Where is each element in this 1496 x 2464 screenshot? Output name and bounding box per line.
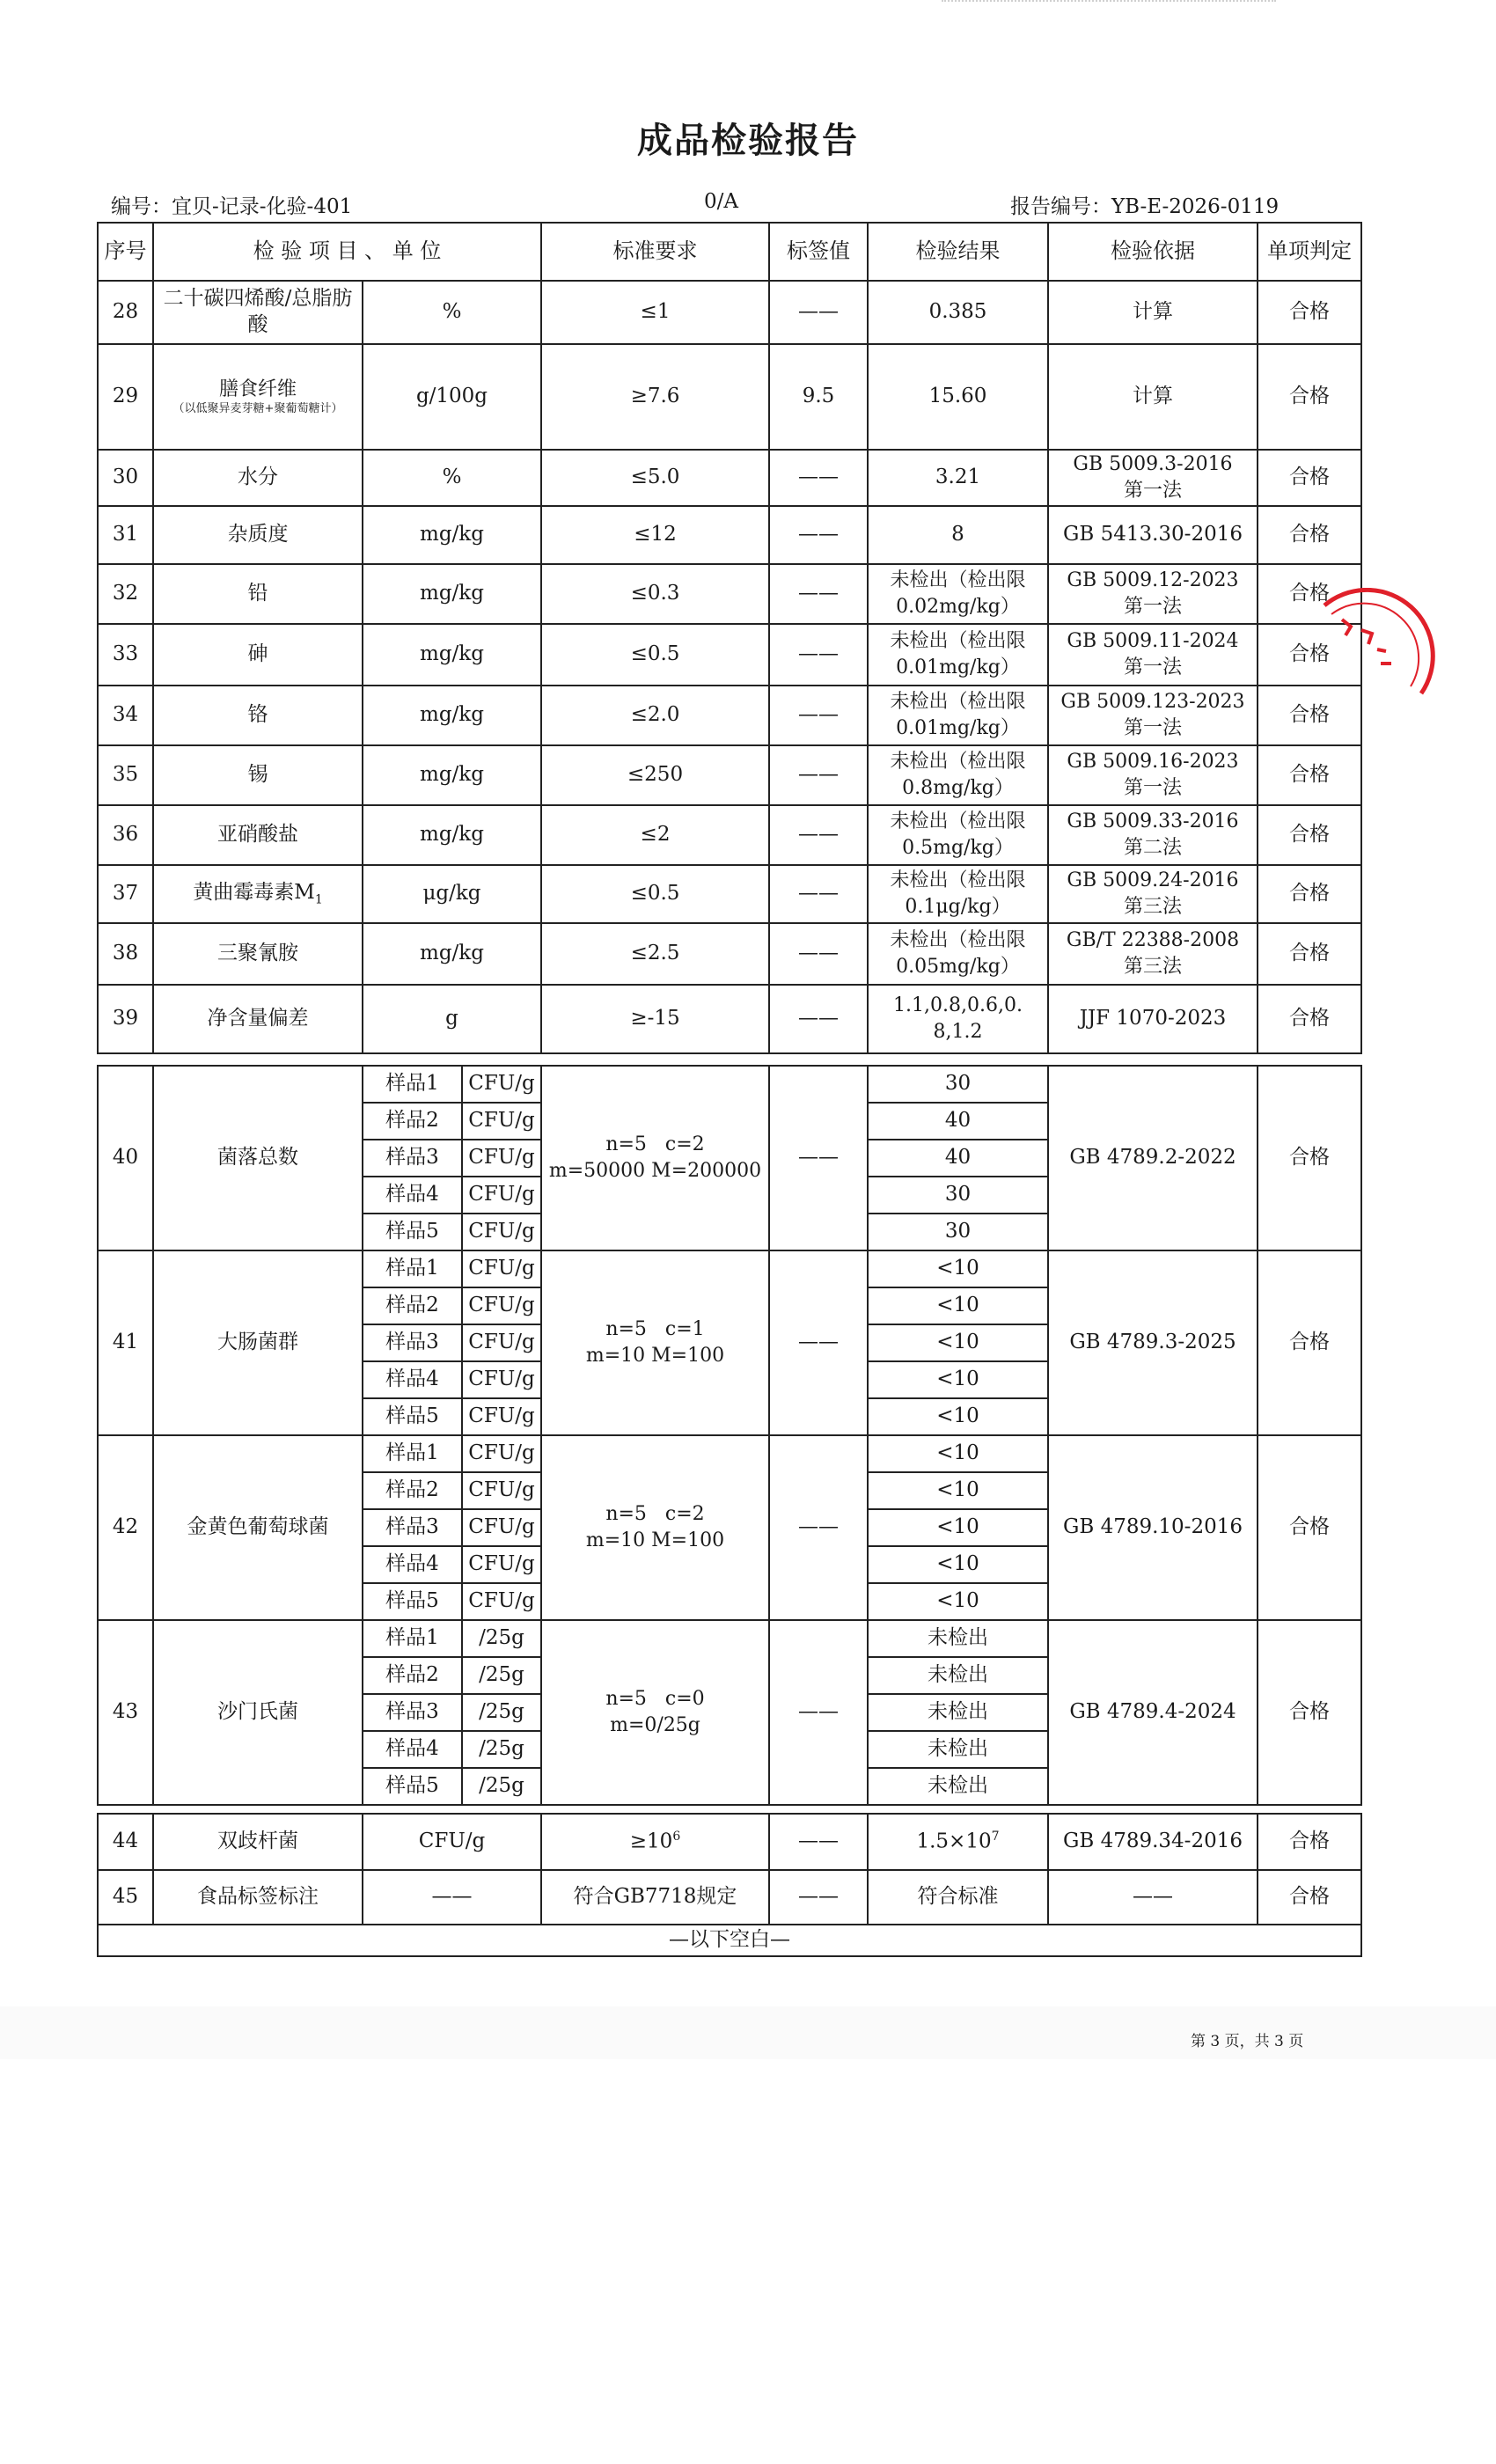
- item-name: 二十碳四烯酸/总脂肪酸: [153, 281, 363, 344]
- basis: GB 4789.3-2025: [1048, 1250, 1258, 1435]
- basis: [1048, 450, 1258, 506]
- item-name: 沙门氏菌: [153, 1620, 363, 1805]
- judgment: 合格: [1258, 805, 1361, 865]
- label-value: 9.5: [769, 344, 868, 450]
- sample-unit: CFU/g: [462, 1509, 541, 1546]
- sample-label: 样品2: [363, 1103, 462, 1140]
- item-unit: %: [363, 450, 541, 506]
- end-row: [98, 1925, 1361, 1956]
- item-subscript: 1: [314, 892, 323, 907]
- result-line1: 未检出（检出限: [890, 810, 1026, 833]
- basis: GB 4789.34-2016: [1048, 1814, 1258, 1870]
- row-number: 41: [98, 1250, 153, 1435]
- micro-row: [98, 1250, 1361, 1287]
- item-name: 食品标签标注: [153, 1870, 363, 1925]
- sample-unit: CFU/g: [462, 1177, 541, 1214]
- result: [868, 805, 1048, 865]
- table-row: [98, 1870, 1361, 1925]
- table-row: [98, 686, 1361, 745]
- result: <10: [868, 1583, 1048, 1620]
- item-unit: mg/kg: [363, 923, 541, 985]
- result: 8: [868, 506, 1048, 564]
- scan-artifact: [942, 0, 1276, 11]
- row-number: 40: [98, 1066, 153, 1250]
- sample-unit: CFU/g: [462, 1583, 541, 1620]
- label-value: ——: [769, 506, 868, 564]
- table-row: [98, 985, 1361, 1053]
- sample-label: 样品4: [363, 1731, 462, 1768]
- result: <10: [868, 1361, 1048, 1398]
- label-value: ——: [769, 985, 868, 1053]
- sample-unit: CFU/g: [462, 1140, 541, 1177]
- micro-table: [97, 1065, 1362, 1806]
- result: 30: [868, 1066, 1048, 1103]
- basis-line2: 第一法: [1123, 656, 1182, 678]
- standard: ≤12: [541, 506, 769, 564]
- item-name: 铬: [153, 686, 363, 745]
- standard: ≤2.5: [541, 923, 769, 985]
- result: [868, 686, 1048, 745]
- item-unit: mg/kg: [363, 805, 541, 865]
- item-name: 三聚氰胺: [153, 923, 363, 985]
- row-number: 35: [98, 745, 153, 805]
- official-seal: [1289, 588, 1439, 729]
- basis: [1048, 865, 1258, 923]
- sample-label: 样品4: [363, 1177, 462, 1214]
- row-number: 45: [98, 1870, 153, 1925]
- sample-unit: CFU/g: [462, 1250, 541, 1287]
- standard-line1: n=5 c=2: [605, 1503, 705, 1526]
- result: <10: [868, 1250, 1048, 1287]
- row-number: 38: [98, 923, 153, 985]
- sample-unit: CFU/g: [462, 1287, 541, 1324]
- sample-unit: CFU/g: [462, 1361, 541, 1398]
- table-row: [98, 564, 1361, 624]
- row-number: 30: [98, 450, 153, 506]
- standard: ≥-15: [541, 985, 769, 1053]
- judgment: 合格: [1258, 1066, 1361, 1250]
- judgment: 合格: [1258, 1435, 1361, 1620]
- standard: [541, 1435, 769, 1620]
- row-number: 39: [98, 985, 153, 1053]
- basis-line2: 第一法: [1123, 717, 1182, 739]
- sample-unit: CFU/g: [462, 1546, 541, 1583]
- basis-line1: GB 5009.24-2016: [1067, 869, 1239, 892]
- result: [868, 923, 1048, 985]
- sample-label: 样品4: [363, 1546, 462, 1583]
- header-basis: 检验依据: [1048, 223, 1258, 281]
- standard: ≤2: [541, 805, 769, 865]
- item-name-main: 黄曲霉毒素M: [193, 881, 315, 905]
- standard: ≤1: [541, 281, 769, 344]
- table-row: [98, 865, 1361, 923]
- table-row: [98, 281, 1361, 344]
- result-line1: 未检出（检出限: [890, 630, 1026, 653]
- result: [868, 865, 1048, 923]
- result-line2: 0.02mg/kg）: [896, 596, 1020, 618]
- judgment: 合格: [1258, 745, 1361, 805]
- judgment: 合格: [1258, 564, 1361, 624]
- result-line2: 8,1.2: [933, 1021, 983, 1043]
- label-value: ——: [769, 1814, 868, 1870]
- result: 0.385: [868, 281, 1048, 344]
- judgment: 合格: [1258, 344, 1361, 450]
- sample-label: 样品3: [363, 1324, 462, 1361]
- judgment: 合格: [1258, 865, 1361, 923]
- standard: ≤0.5: [541, 865, 769, 923]
- standard: ≤250: [541, 745, 769, 805]
- item-name: [153, 865, 363, 923]
- result-line1: 1.1,0.8,0.6,0.: [893, 994, 1023, 1017]
- result: [868, 564, 1048, 624]
- item-name: 水分: [153, 450, 363, 506]
- basis: [1048, 686, 1258, 745]
- table-row: [98, 450, 1361, 506]
- basis-line1: GB 5009.12-2023: [1067, 569, 1239, 592]
- seal-inner-arc: [1331, 604, 1419, 686]
- result: 30: [868, 1177, 1048, 1214]
- result: <10: [868, 1435, 1048, 1472]
- result: [868, 745, 1048, 805]
- sample-label: 样品5: [363, 1398, 462, 1435]
- item-name: 净含量偏差: [153, 985, 363, 1053]
- basis-line2: 第一法: [1123, 480, 1182, 502]
- header-seq: 序号: [98, 223, 153, 281]
- item-name: 亚硝酸盐: [153, 805, 363, 865]
- row-number: 44: [98, 1814, 153, 1870]
- basis: [1048, 805, 1258, 865]
- result: [868, 985, 1048, 1053]
- result-line2: 0.01mg/kg）: [896, 656, 1020, 678]
- label-value: ——: [769, 564, 868, 624]
- row-number: 42: [98, 1435, 153, 1620]
- basis-line1: GB 5009.16-2023: [1067, 751, 1239, 774]
- standard-line1: n=5 c=2: [605, 1133, 705, 1156]
- micro-row: [98, 1435, 1361, 1472]
- report-number-label: 报告编号：: [1010, 195, 1111, 218]
- result: 未检出: [868, 1657, 1048, 1694]
- basis: ——: [1048, 1870, 1258, 1925]
- row-number: 28: [98, 281, 153, 344]
- sample-label: 样品2: [363, 1287, 462, 1324]
- judgment: 合格: [1258, 1250, 1361, 1435]
- label-value: ——: [769, 865, 868, 923]
- item-unit: mg/kg: [363, 506, 541, 564]
- table-row: [98, 624, 1361, 686]
- basis-line1: GB 5009.11-2024: [1067, 630, 1239, 653]
- result: 30: [868, 1214, 1048, 1250]
- item-unit: %: [363, 281, 541, 344]
- result-line1: 未检出（检出限: [890, 569, 1026, 592]
- basis: [1048, 564, 1258, 624]
- judgment: 合格: [1258, 686, 1361, 745]
- result: 未检出: [868, 1768, 1048, 1805]
- row-number: 37: [98, 865, 153, 923]
- micro-row: [98, 1620, 1361, 1657]
- table-header: [98, 223, 1361, 281]
- version: 0/A: [704, 190, 738, 213]
- standard-exponent: 6: [672, 1829, 681, 1844]
- sample-unit: CFU/g: [462, 1398, 541, 1435]
- row-number: 32: [98, 564, 153, 624]
- result-line2: 0.1μg/kg）: [905, 896, 1011, 918]
- item-unit: g/100g: [363, 344, 541, 450]
- tail-table: [97, 1813, 1362, 1957]
- result: <10: [868, 1398, 1048, 1435]
- header-standard: 标准要求: [541, 223, 769, 281]
- item-name: 大肠菌群: [153, 1250, 363, 1435]
- standard-base: ≥10: [629, 1830, 673, 1853]
- item-unit: μg/kg: [363, 865, 541, 923]
- label-value: ——: [769, 450, 868, 506]
- header-judgment: 单项判定: [1258, 223, 1361, 281]
- item-name: [153, 344, 363, 450]
- page-title: 成品检验报告: [637, 121, 859, 161]
- header-result: 检验结果: [868, 223, 1048, 281]
- label-value: ——: [769, 281, 868, 344]
- item-name: 菌落总数: [153, 1066, 363, 1250]
- basis-line2: 第二法: [1123, 837, 1182, 859]
- item-name: 砷: [153, 624, 363, 686]
- record-number: [111, 190, 352, 219]
- label-value: ——: [769, 1435, 868, 1620]
- result: <10: [868, 1509, 1048, 1546]
- sample-unit: CFU/g: [462, 1214, 541, 1250]
- basis: [1048, 745, 1258, 805]
- item-name: 双歧杆菌: [153, 1814, 363, 1870]
- label-value: ——: [769, 805, 868, 865]
- item-name: 锡: [153, 745, 363, 805]
- sample-label: 样品5: [363, 1768, 462, 1805]
- basis: 计算: [1048, 344, 1258, 450]
- record-number-value: 宜贝-记录-化验-401: [172, 195, 353, 218]
- result: 40: [868, 1103, 1048, 1140]
- result: 15.60: [868, 344, 1048, 450]
- table-row: [98, 745, 1361, 805]
- record-number-label: 编号：: [111, 195, 172, 218]
- sample-unit: /25g: [462, 1731, 541, 1768]
- label-value: ——: [769, 1250, 868, 1435]
- item-unit: mg/kg: [363, 624, 541, 686]
- sample-label: 样品3: [363, 1509, 462, 1546]
- standard-line2: m=10 M=100: [585, 1345, 725, 1367]
- sample-label: 样品3: [363, 1140, 462, 1177]
- table-row: [98, 1814, 1361, 1870]
- item-unit: ——: [363, 1870, 541, 1925]
- result: <10: [868, 1472, 1048, 1509]
- result: <10: [868, 1324, 1048, 1361]
- page-number: 第 3 页，共 3 页: [1191, 2033, 1304, 2050]
- judgment: 合格: [1258, 923, 1361, 985]
- sample-label: 样品1: [363, 1620, 462, 1657]
- result: 未检出: [868, 1694, 1048, 1731]
- result: [868, 624, 1048, 686]
- basis-line1: GB 5009.123-2023: [1060, 691, 1245, 714]
- end-note: —以下空白—: [98, 1925, 1361, 1956]
- sample-unit: CFU/g: [462, 1472, 541, 1509]
- result-line2: 0.8mg/kg）: [902, 777, 1014, 799]
- table-row: [98, 805, 1361, 865]
- standard-line2: m=50000 M=200000: [548, 1160, 762, 1182]
- basis: 计算: [1048, 281, 1258, 344]
- basis: GB 4789.10-2016: [1048, 1435, 1258, 1620]
- row-number: 31: [98, 506, 153, 564]
- table-row: [98, 344, 1361, 450]
- judgment: 合格: [1258, 281, 1361, 344]
- sample-label: 样品2: [363, 1472, 462, 1509]
- standard: ≥7.6: [541, 344, 769, 450]
- standard-line1: n=5 c=1: [605, 1318, 705, 1341]
- result: [868, 1814, 1048, 1870]
- result-line1: 未检出（检出限: [890, 751, 1026, 774]
- row-number: 33: [98, 624, 153, 686]
- item-note: （以低聚异麦芽糖+聚葡萄糖计）: [172, 402, 343, 416]
- seal-marks: [1342, 620, 1391, 664]
- micro-row: [98, 1066, 1361, 1103]
- sample-label: 样品1: [363, 1435, 462, 1472]
- header-label-value: 标签值: [769, 223, 868, 281]
- standard: [541, 1814, 769, 1870]
- item-name: 铅: [153, 564, 363, 624]
- sample-unit: CFU/g: [462, 1324, 541, 1361]
- table-row: [98, 506, 1361, 564]
- basis-line1: GB 5009.3-2016: [1073, 453, 1233, 476]
- standard: ≤0.3: [541, 564, 769, 624]
- report-table: [97, 222, 1362, 1054]
- result-line1: 未检出（检出限: [890, 691, 1026, 714]
- sample-label: 样品2: [363, 1657, 462, 1694]
- sample-label: 样品5: [363, 1583, 462, 1620]
- result: <10: [868, 1546, 1048, 1583]
- result: 未检出: [868, 1620, 1048, 1657]
- judgment: 合格: [1258, 506, 1361, 564]
- item-name: 杂质度: [153, 506, 363, 564]
- judgment: 合格: [1258, 985, 1361, 1053]
- label-value: ——: [769, 923, 868, 985]
- sample-unit: CFU/g: [462, 1103, 541, 1140]
- standard: [541, 1250, 769, 1435]
- result-base: 1.5×10: [916, 1830, 992, 1853]
- basis: JJF 1070-2023: [1048, 985, 1258, 1053]
- basis-line1: GB/T 22388-2008: [1066, 929, 1240, 952]
- report-number: [1010, 190, 1279, 219]
- label-value: ——: [769, 624, 868, 686]
- basis: [1048, 923, 1258, 985]
- sample-unit: /25g: [462, 1657, 541, 1694]
- basis: GB 5413.30-2016: [1048, 506, 1258, 564]
- sample-label: 样品4: [363, 1361, 462, 1398]
- basis-line2: 第三法: [1123, 956, 1182, 978]
- result-line1: 未检出（检出限: [890, 929, 1026, 952]
- sample-label: 样品1: [363, 1066, 462, 1103]
- judgment: 合格: [1258, 1620, 1361, 1805]
- basis-line2: 第三法: [1123, 896, 1182, 918]
- sample-unit: CFU/g: [462, 1066, 541, 1103]
- result: 40: [868, 1140, 1048, 1177]
- item-unit: mg/kg: [363, 564, 541, 624]
- item-unit: g: [363, 985, 541, 1053]
- result-line2: 0.01mg/kg）: [896, 717, 1020, 739]
- standard: 符合GB7718规定: [541, 1870, 769, 1925]
- basis-line2: 第一法: [1123, 777, 1182, 799]
- sample-label: 样品1: [363, 1250, 462, 1287]
- result-line2: 0.5mg/kg）: [902, 837, 1014, 859]
- label-value: ——: [769, 1620, 868, 1805]
- basis: GB 4789.2-2022: [1048, 1066, 1258, 1250]
- row-number: 34: [98, 686, 153, 745]
- label-value: ——: [769, 686, 868, 745]
- item-name: 金黄色葡萄球菌: [153, 1435, 363, 1620]
- standard: [541, 1066, 769, 1250]
- standard-line2: m=10 M=100: [585, 1529, 725, 1551]
- basis: GB 4789.4-2024: [1048, 1620, 1258, 1805]
- sample-unit: CFU/g: [462, 1435, 541, 1472]
- result: 未检出: [868, 1731, 1048, 1768]
- sample-unit: /25g: [462, 1620, 541, 1657]
- sample-unit: /25g: [462, 1694, 541, 1731]
- judgment: 合格: [1258, 1814, 1361, 1870]
- judgment: 合格: [1258, 450, 1361, 506]
- label-value: ——: [769, 1870, 868, 1925]
- label-value: ——: [769, 745, 868, 805]
- sample-unit: /25g: [462, 1768, 541, 1805]
- basis-line1: GB 5009.33-2016: [1067, 810, 1239, 833]
- standard-line1: n=5 c=0: [605, 1688, 705, 1711]
- judgment: 合格: [1258, 1870, 1361, 1925]
- standard: [541, 1620, 769, 1805]
- sample-label: 样品5: [363, 1214, 462, 1250]
- row-number: 36: [98, 805, 153, 865]
- result-line1: 未检出（检出限: [890, 869, 1026, 892]
- row-number: 43: [98, 1620, 153, 1805]
- item-unit: mg/kg: [363, 686, 541, 745]
- sample-label: 样品3: [363, 1694, 462, 1731]
- basis-line2: 第一法: [1123, 596, 1182, 618]
- report-number-value: YB-E-2026-0119: [1111, 195, 1280, 218]
- header-item-unit: 检 验 项 目 、 单 位: [153, 223, 541, 281]
- result: 符合标准: [868, 1870, 1048, 1925]
- basis: [1048, 624, 1258, 686]
- item-name-main: 膳食纤维: [218, 378, 297, 400]
- result: <10: [868, 1287, 1048, 1324]
- result-exponent: 7: [991, 1829, 1000, 1844]
- item-unit: mg/kg: [363, 745, 541, 805]
- item-unit: CFU/g: [363, 1814, 541, 1870]
- result: 3.21: [868, 450, 1048, 506]
- judgment: 合格: [1258, 624, 1361, 686]
- standard: ≤2.0: [541, 686, 769, 745]
- table-row: [98, 923, 1361, 985]
- standard: ≤0.5: [541, 624, 769, 686]
- standard: ≤5.0: [541, 450, 769, 506]
- standard-line2: m=0/25g: [610, 1714, 700, 1736]
- row-number: 29: [98, 344, 153, 450]
- result-line2: 0.05mg/kg）: [896, 956, 1020, 978]
- label-value: ——: [769, 1066, 868, 1250]
